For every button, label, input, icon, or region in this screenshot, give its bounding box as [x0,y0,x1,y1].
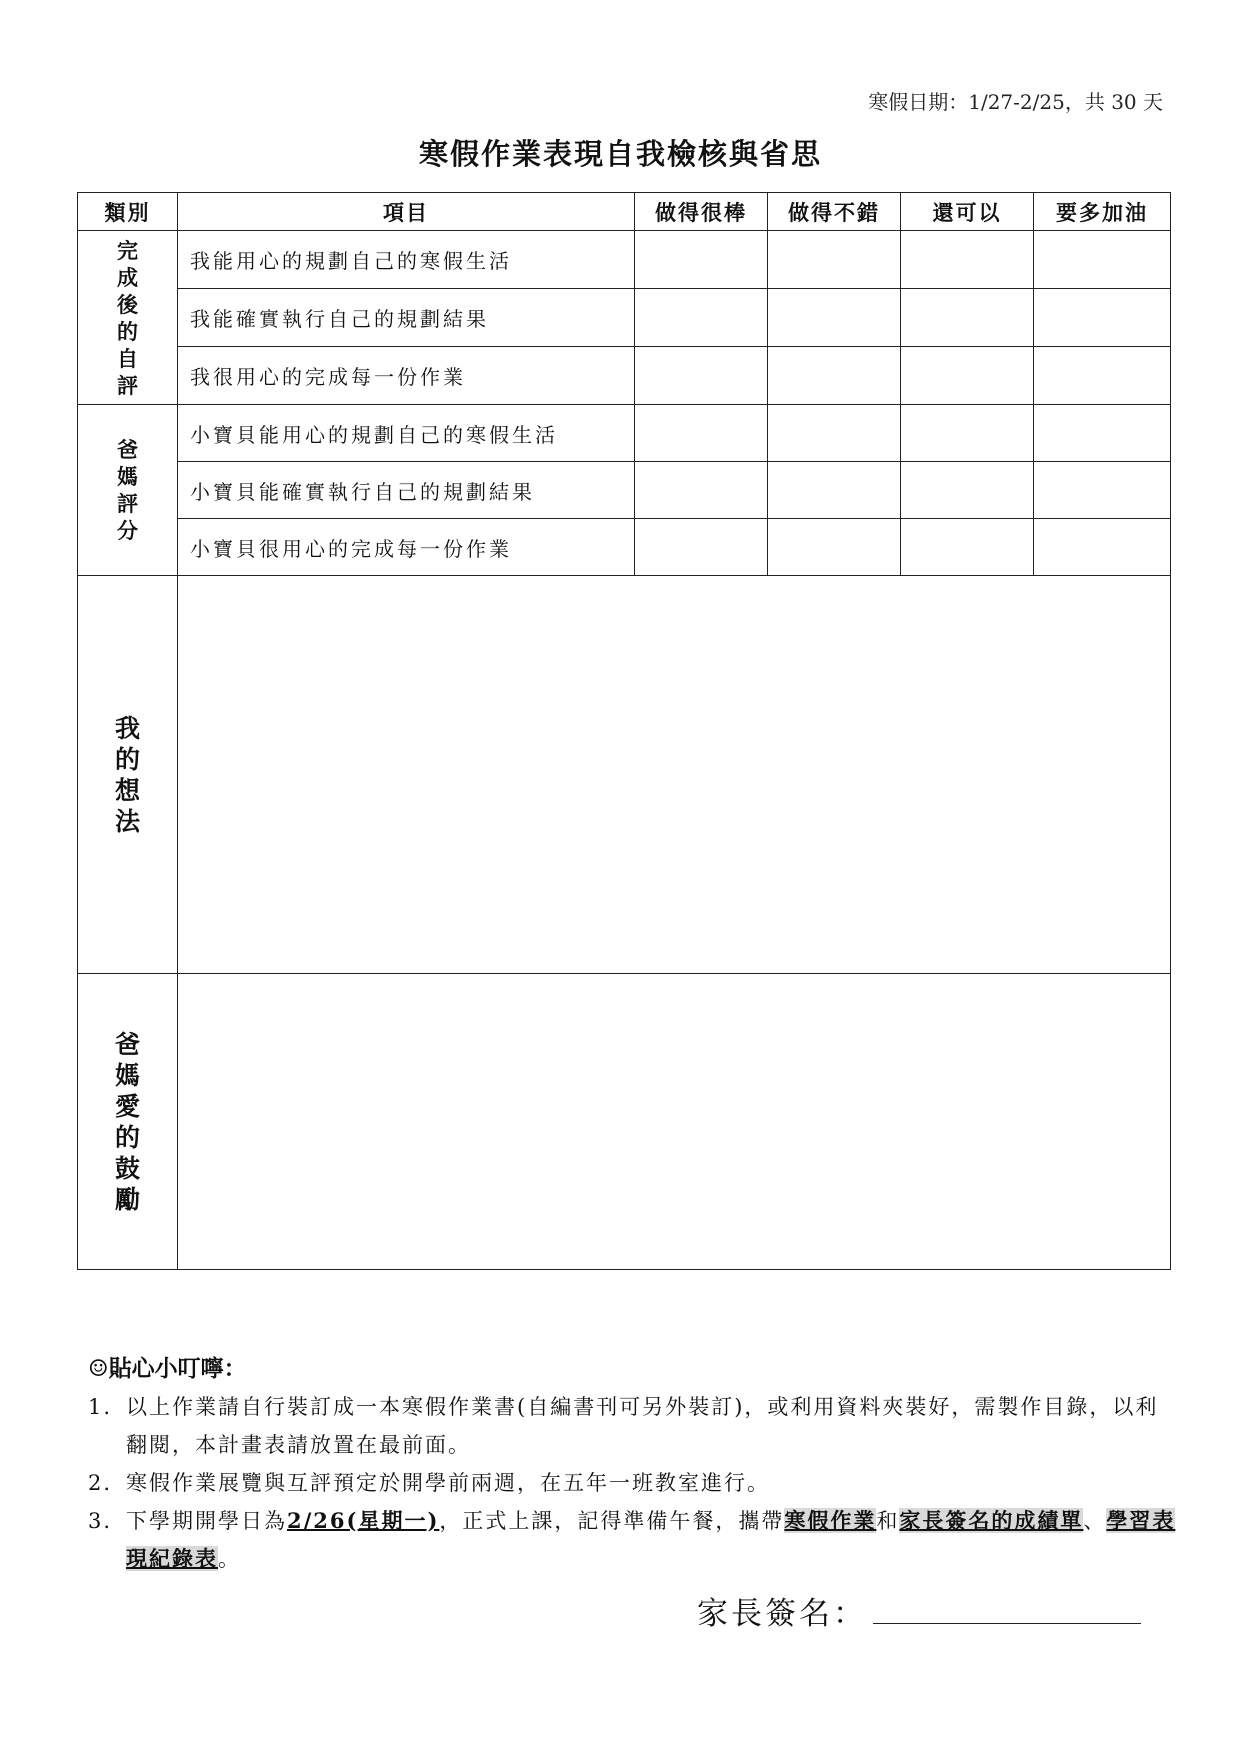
highlight-performance-record: 學習表現紀錄表 [126,1508,1176,1571]
col-header-item: 項目 [178,193,635,231]
rating-cell[interactable] [1034,519,1171,576]
table-row [78,519,1171,576]
category-my-thoughts: 我的想法 [78,576,178,974]
col-header-needs-effort: 要多加油 [1034,193,1171,231]
rating-cell[interactable] [635,289,768,347]
rating-cell[interactable] [768,347,901,405]
tip-text: 。 [218,1547,241,1571]
list-item [88,1502,1178,1578]
rating-cell[interactable] [635,347,768,405]
item-cell: 我很用心的完成每一份作業 [178,347,635,405]
parent-encouragement-writing-area[interactable] [178,974,1171,1270]
rating-cell[interactable] [901,519,1034,576]
tip-text: 和 [876,1509,900,1533]
rating-cell[interactable] [1034,462,1171,519]
rating-cell[interactable] [901,405,1034,462]
signature-line[interactable] [873,1593,1141,1624]
rating-cell[interactable] [1034,405,1171,462]
rating-cell[interactable] [768,231,901,289]
category-parent-encouragement: 爸媽愛的鼓勵 [78,974,178,1270]
rating-cell[interactable] [768,289,901,347]
school-start-date: 2/26(星期一) [287,1508,440,1533]
rating-cell[interactable] [1034,347,1171,405]
list-number: 3. [88,1509,113,1533]
rating-cell[interactable] [635,231,768,289]
table-row [78,462,1171,519]
table-row [78,289,1171,347]
col-header-category: 類別 [78,193,178,231]
table-row [78,231,1171,289]
highlight-report-card: 家長簽名的成績單 [899,1508,1084,1533]
table-row [78,405,1171,462]
category-self-evaluation: 完成後的自評 [78,231,178,405]
tips-list [88,1388,1178,1578]
rating-cell[interactable] [901,462,1034,519]
my-thoughts-writing-area[interactable] [178,576,1171,974]
list-number: 1. [88,1395,113,1419]
tip-text: 、 [1083,1509,1107,1533]
tip-text: 下學期開學日為 [126,1509,287,1533]
col-header-good: 做得不錯 [768,193,901,231]
highlight-winter-homework: 寒假作業 [784,1508,877,1533]
parent-signature [697,1588,1141,1633]
list-item [88,1388,1178,1464]
tips-title: ☺貼心小叮嚀： [88,1355,247,1382]
item-cell: 我能確實執行自己的規劃結果 [178,289,635,347]
col-header-okay: 還可以 [901,193,1034,231]
rating-cell[interactable] [901,289,1034,347]
tip-text: 以上作業請自行裝訂成一本寒假作業書(自編書刊可另外裝訂)，或利用資料夾裝好，需製作目錄，以利翻閱，本計畫表請放置在最前面。 [126,1395,1159,1457]
item-cell: 我能用心的規劃自己的寒假生活 [178,231,635,289]
table-row [78,347,1171,405]
tip-text: ，正式上課，記得準備午餐，攜帶 [439,1509,785,1533]
rating-cell[interactable] [635,462,768,519]
item-cell: 小寶貝能確實執行自己的規劃結果 [178,462,635,519]
table-header-row [78,193,1171,231]
evaluation-table [77,192,1171,1270]
tip-text: 寒假作業展覽與互評預定於開學前兩週，在五年一班教室進行。 [126,1471,770,1495]
rating-cell[interactable] [635,519,768,576]
rating-cell[interactable] [901,231,1034,289]
item-cell: 小寶貝能用心的規劃自己的寒假生活 [178,405,635,462]
rating-cell[interactable] [768,462,901,519]
rating-cell[interactable] [1034,289,1171,347]
rating-cell[interactable] [1034,231,1171,289]
date-range: 寒假日期：1/27-2/25，共 30 天 [868,90,1163,114]
category-parent-rating: 爸媽評分 [78,405,178,576]
table-row [78,974,1171,1270]
col-header-excellent: 做得很棒 [635,193,768,231]
item-cell: 小寶貝很用心的完成每一份作業 [178,519,635,576]
table-row [78,576,1171,974]
list-number: 2. [88,1471,113,1495]
page-title: 寒假作業表現自我檢核與省思 [418,137,822,171]
rating-cell[interactable] [901,347,1034,405]
list-item [88,1464,1178,1502]
rating-cell[interactable] [635,405,768,462]
signature-label: 家長簽名： [697,1596,867,1632]
rating-cell[interactable] [768,405,901,462]
rating-cell[interactable] [768,519,901,576]
